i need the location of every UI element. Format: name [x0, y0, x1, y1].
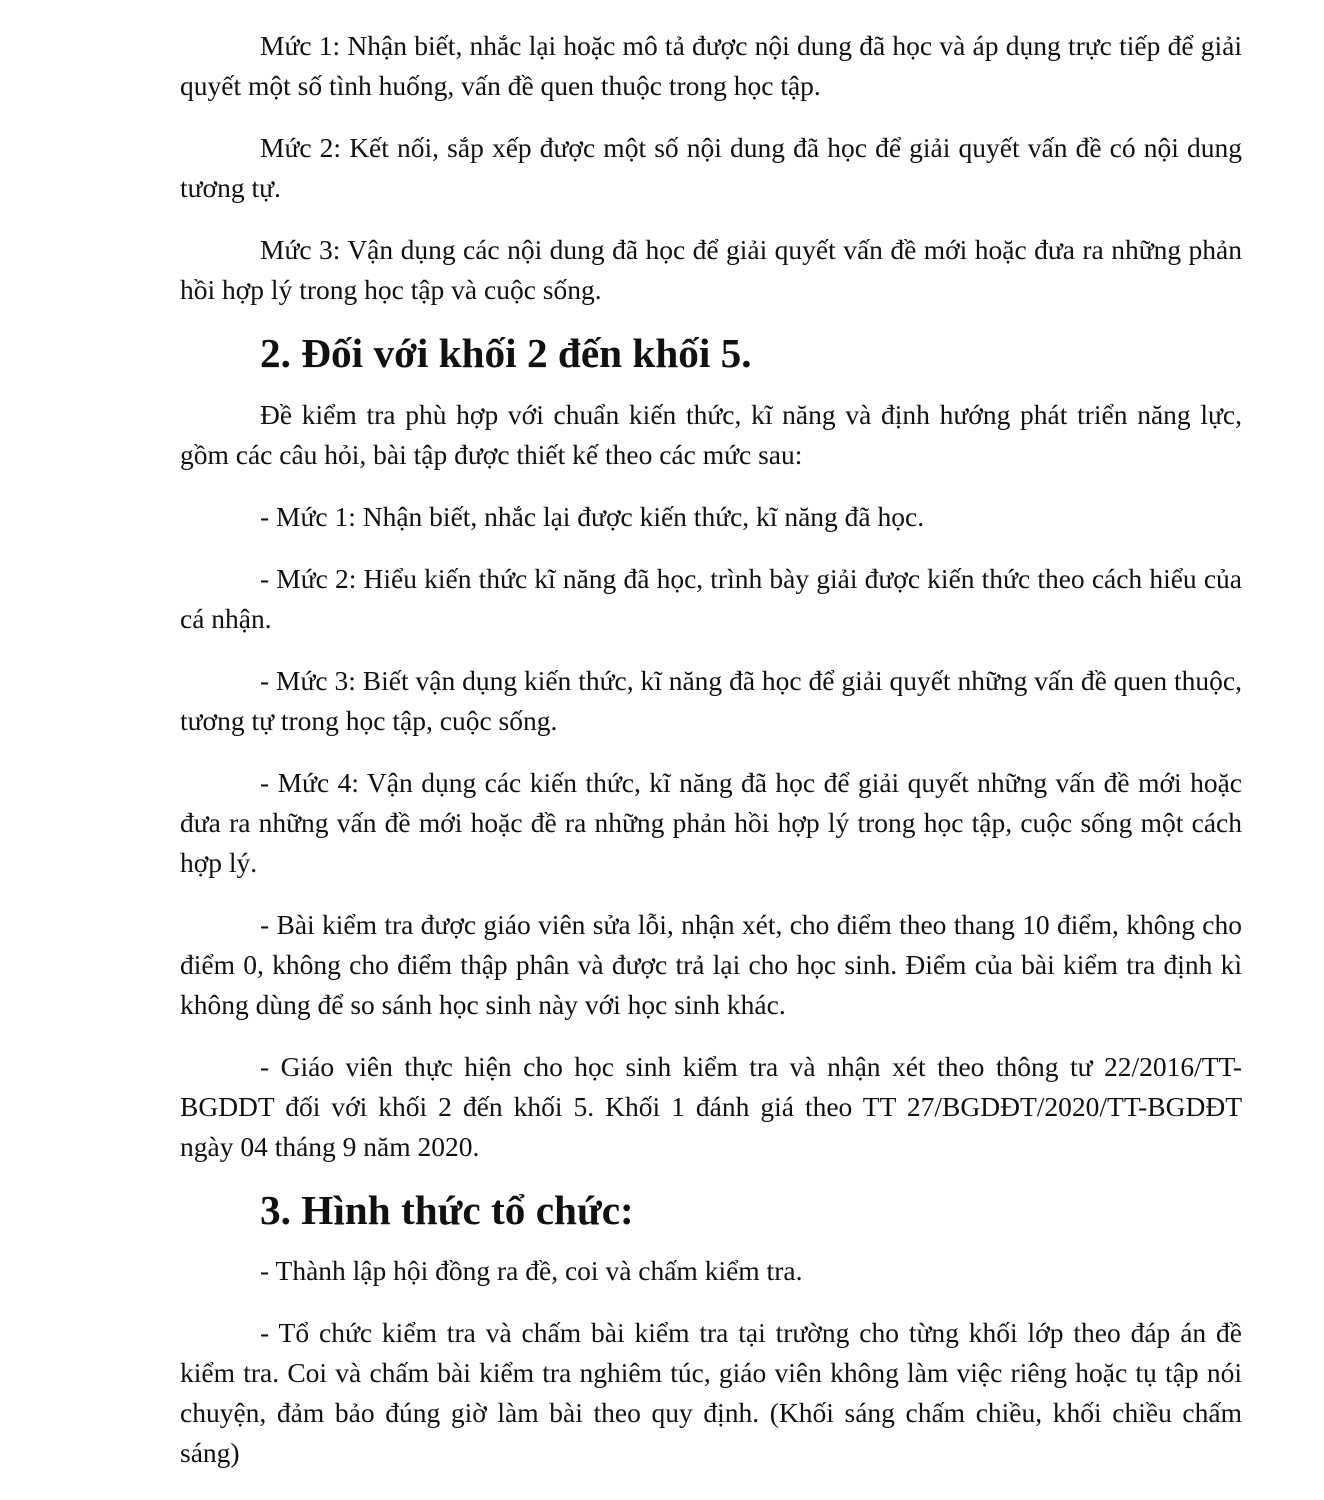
section-3-item-council: - Thành lập hội đồng ra đề, coi và chấm kiểm tra.: [260, 1255, 803, 1286]
level-2-paragraph: Mức 2: Kết nối, sắp xếp được một số nội dung đã học để giải quyết vấn đề có nội dung tương tự.: [180, 132, 1242, 203]
level-3-paragraph: Mức 3: Vận dụng các nội dung đã học để giải quyết vấn đề mới hoặc đưa ra những phản hồi hợp lý trong học tập và cuộc sống.: [180, 234, 1242, 305]
section-2-item-grading: - Bài kiểm tra được giáo viên sửa lỗi, nhận xét, cho điểm theo thang 10 điểm, không cho điểm 0, không cho điểm thập phân và được trả lại cho học sinh. Điểm của bài kiểm tra định kì không dùng để so sánh học sinh này với học sinh khác.: [180, 909, 1242, 1020]
section-2-heading: 2. Đối với khối 2 đến khối 5.: [260, 330, 752, 376]
section-2-item-level-2: - Mức 2: Hiểu kiến thức kĩ năng đã học, trình bày giải được kiến thức theo cách hiểu của cá nhận.: [180, 563, 1242, 634]
section-2-item-level-3: - Mức 3: Biết vận dụng kiến thức, kĩ năng đã học để giải quyết những vấn đề quen thuộc, tương tự trong học tập, cuộc sống.: [180, 665, 1242, 736]
level-1-paragraph: Mức 1: Nhận biết, nhắc lại hoặc mô tả được nội dung đã học và áp dụng trực tiếp để giải quyết một số tình huống, vấn đề quen thuộc trong học tập.: [180, 30, 1242, 101]
section-2-item-level-4: - Mức 4: Vận dụng các kiến thức, kĩ năng đã học để giải quyết những vấn đề mới hoặc đưa ra những vấn đề mới hoặc đề ra những phản hồi hợp lý trong học tập, cuộc sống một cách hợp lý.: [180, 767, 1242, 878]
section-2-intro: Đề kiểm tra phù hợp với chuẩn kiến thức, kĩ năng và định hướng phát triển năng lực, gồm các câu hỏi, bài tập được thiết kế theo các mức sau:: [180, 399, 1242, 470]
section-2-item-circular: - Giáo viên thực hiện cho học sinh kiểm tra và nhận xét theo thông tư 22/2016/TT-BGDDT đối với khối 2 đến khối 5. Khối 1 đánh giá theo TT 27/BGDĐT/2020/TT-BGDĐT ngày 04 tháng 9 năm 2020.: [180, 1051, 1242, 1162]
section-3-item-organization: - Tổ chức kiểm tra và chấm bài kiểm tra tại trường cho từng khối lớp theo đáp án đề kiểm tra. Coi và chấm bài kiểm tra nghiêm túc, giáo viên không làm việc riêng hoặc tụ tập nói chuyện, đảm bảo đúng giờ làm bài theo quy định. (Khối sáng chấm chiều, khối chiều chấm sáng): [180, 1317, 1242, 1468]
section-2-item-level-1: - Mức 1: Nhận biết, nhắc lại được kiến thức, kĩ năng đã học.: [260, 501, 925, 532]
section-3-heading: 3. Hình thức tổ chức:: [260, 1187, 634, 1233]
